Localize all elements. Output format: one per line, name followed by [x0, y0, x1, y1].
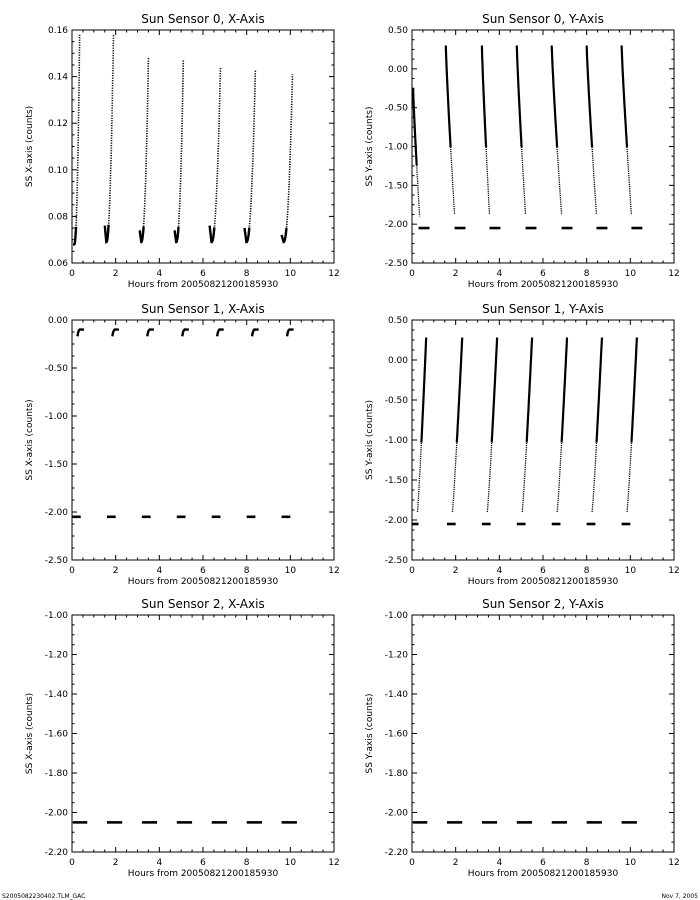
- data-cycle-dense-2: [140, 227, 144, 242]
- data-line-heavy-3: [527, 338, 532, 443]
- y-tick-label: -1.20: [384, 650, 408, 661]
- y-axis-label: SS Y-axis (counts): [365, 106, 375, 187]
- data-cycle-3: [175, 60, 184, 242]
- plot-frame: [72, 320, 334, 560]
- data-cycle-dense-1: [105, 225, 109, 242]
- y-tick-label: -2.00: [44, 508, 68, 518]
- data-line-heavy-4: [562, 338, 567, 443]
- data-line-heavy-3: [517, 46, 522, 148]
- y-tick-label: -0.50: [384, 396, 408, 406]
- plot-frame: [72, 30, 334, 263]
- y-tick-label: -2.00: [384, 516, 408, 526]
- x-tick-label: 12: [328, 566, 340, 576]
- data-line-heavy-5: [587, 46, 592, 148]
- x-tick-label: 0: [409, 269, 415, 279]
- chart-title: Sun Sensor 0, Y-Axis: [482, 12, 604, 26]
- x-tick-label: 4: [496, 566, 503, 576]
- x-axis-label: Hours from 20050821200185930: [467, 869, 619, 879]
- y-tick-label: -1.80: [44, 769, 68, 779]
- footer-filename: S2005082230402.TLM_GAC: [2, 893, 86, 900]
- x-tick-label: 6: [540, 269, 546, 279]
- chart-panel-2: [25, 302, 340, 587]
- x-tick-label: 12: [668, 566, 680, 576]
- x-tick-label: 8: [583, 858, 590, 868]
- x-tick-label: 8: [243, 269, 250, 279]
- x-tick-label: 8: [583, 566, 590, 576]
- y-tick-label: 0.00: [47, 316, 68, 326]
- y-tick-label: 0.50: [387, 26, 408, 36]
- x-tick-label: 0: [409, 858, 415, 868]
- y-tick-label: -1.00: [44, 611, 68, 621]
- data-cycle-6: [282, 74, 293, 242]
- y-tick-label: -1.60: [384, 729, 408, 740]
- y-axis-label: SS X-axis (counts): [25, 105, 35, 188]
- x-axis-label: Hours from 20050821200185930: [127, 577, 279, 587]
- x-tick-label: 6: [200, 269, 206, 279]
- data-cycle-0: [73, 35, 80, 245]
- plot-frame: [412, 615, 674, 852]
- y-tick-label: 0.50: [387, 316, 408, 326]
- chart-panel-5: [365, 597, 680, 879]
- x-axis-label: Hours from 20050821200185930: [127, 280, 279, 290]
- x-tick-label: 0: [69, 858, 75, 868]
- x-tick-label: 12: [668, 269, 680, 279]
- y-tick-label: -0.50: [44, 364, 68, 374]
- data-line-heavy-2: [482, 46, 486, 148]
- y-tick-label: -2.00: [44, 808, 68, 819]
- x-tick-label: 4: [496, 269, 503, 279]
- data-cycle-4: [210, 67, 221, 242]
- y-axis-label: SS X-axis (counts): [25, 692, 35, 775]
- y-tick-label: -1.40: [384, 690, 408, 700]
- data-line-heavy-6: [632, 338, 637, 443]
- data-hook-5: [252, 329, 259, 336]
- y-tick-label: -1.80: [384, 769, 408, 779]
- data-hook-0: [78, 329, 85, 336]
- chart-panel-0: [25, 12, 340, 290]
- x-tick-label: 2: [112, 566, 119, 576]
- data-line-heavy-1: [446, 46, 451, 148]
- x-tick-label: 6: [200, 858, 206, 868]
- x-tick-label: 12: [328, 858, 340, 868]
- data-cycle-dense-0: [73, 227, 76, 245]
- data-line-heavy-0: [413, 88, 417, 165]
- x-tick-label: 4: [156, 858, 163, 868]
- x-tick-label: 10: [284, 566, 297, 576]
- x-tick-label: 0: [409, 566, 415, 576]
- y-tick-label: 0.00: [387, 64, 408, 75]
- data-cycle-dense-5: [245, 228, 250, 242]
- data-hook-6: [287, 329, 294, 336]
- data-hook-4: [217, 329, 224, 336]
- y-axis-label: SS Y-axis (counts): [365, 693, 375, 774]
- x-axis-label: Hours from 20050821200185930: [127, 869, 279, 879]
- data-cycle-1: [105, 35, 114, 242]
- x-tick-label: 6: [200, 566, 206, 576]
- footer-date: Nov 7, 2005: [661, 893, 698, 900]
- data-line-heavy-1: [457, 338, 462, 443]
- x-tick-label: 10: [624, 566, 637, 576]
- x-tick-label: 2: [112, 269, 119, 279]
- x-tick-label: 2: [112, 858, 119, 868]
- data-cycle-dense-3: [175, 227, 179, 242]
- x-tick-label: 10: [284, 269, 297, 279]
- x-tick-label: 12: [668, 858, 680, 868]
- y-tick-label: -2.50: [44, 556, 68, 566]
- data-hook-3: [182, 329, 189, 336]
- x-tick-label: 4: [156, 269, 163, 279]
- y-tick-label: -2.00: [384, 220, 408, 231]
- y-tick-label: -1.40: [44, 690, 68, 700]
- data-hook-1: [112, 329, 119, 336]
- y-tick-label: 0.06: [47, 259, 68, 269]
- x-tick-label: 10: [624, 269, 637, 279]
- y-tick-label: 0.16: [47, 26, 68, 36]
- x-tick-label: 0: [69, 566, 75, 576]
- data-cycle-dense-6: [282, 228, 287, 242]
- x-tick-label: 10: [624, 858, 637, 868]
- x-tick-label: 6: [540, 566, 546, 576]
- chart-panel-4: [25, 597, 340, 879]
- y-tick-label: -1.50: [44, 460, 68, 470]
- y-tick-label: -1.00: [384, 436, 408, 446]
- data-line-heavy-0: [421, 338, 426, 443]
- y-tick-label: 0.08: [47, 212, 68, 223]
- x-tick-label: 8: [243, 566, 250, 576]
- x-tick-label: 4: [156, 566, 163, 576]
- y-axis-label: SS Y-axis (counts): [365, 400, 375, 480]
- y-tick-label: -1.50: [384, 476, 408, 486]
- y-tick-label: 0.12: [47, 119, 68, 130]
- plot-frame: [72, 615, 334, 852]
- y-tick-label: 0.00: [387, 356, 408, 366]
- data-line-heavy-4: [552, 46, 557, 148]
- x-axis-label: Hours from 20050821200185930: [467, 280, 619, 290]
- x-tick-label: 2: [452, 858, 459, 868]
- y-tick-label: -1.00: [44, 412, 68, 422]
- chart-title: Sun Sensor 0, X-Axis: [141, 12, 265, 26]
- y-axis-label: SS X-axis (counts): [25, 399, 35, 481]
- y-tick-label: -2.50: [384, 556, 408, 566]
- x-tick-label: 0: [69, 269, 75, 279]
- y-tick-label: -1.00: [384, 611, 408, 621]
- x-tick-label: 8: [583, 269, 590, 279]
- data-cycle-5: [245, 70, 256, 242]
- data-line-heavy-2: [492, 338, 497, 443]
- y-tick-label: 0.14: [47, 72, 68, 83]
- x-axis-label: Hours from 20050821200185930: [467, 577, 619, 587]
- y-tick-label: -1.00: [384, 142, 408, 153]
- x-tick-label: 10: [284, 858, 297, 868]
- x-tick-label: 2: [452, 269, 459, 279]
- y-tick-label: -1.60: [44, 729, 68, 740]
- chart-panel-1: [365, 12, 680, 290]
- data-hook-2: [147, 329, 154, 336]
- y-tick-label: -2.20: [44, 848, 68, 858]
- chart-title: Sun Sensor 2, X-Axis: [141, 597, 265, 611]
- y-tick-label: -2.00: [384, 808, 408, 819]
- x-tick-label: 4: [496, 858, 503, 868]
- chart-title: Sun Sensor 1, Y-Axis: [482, 302, 604, 316]
- x-tick-label: 12: [328, 269, 340, 279]
- chart-title: Sun Sensor 2, Y-Axis: [482, 597, 604, 611]
- data-line-heavy-6: [622, 46, 627, 148]
- y-tick-label: 0.10: [47, 165, 68, 176]
- chart-title: Sun Sensor 1, X-Axis: [141, 302, 265, 316]
- y-tick-label: -1.50: [384, 181, 408, 192]
- data-cycle-dense-4: [210, 226, 215, 242]
- x-tick-label: 6: [540, 858, 546, 868]
- chart-panel-3: [365, 302, 680, 587]
- y-tick-label: -2.20: [384, 848, 408, 858]
- x-tick-label: 8: [243, 858, 250, 868]
- y-tick-label: -1.20: [44, 650, 68, 661]
- x-tick-label: 2: [452, 566, 459, 576]
- data-line-heavy-5: [597, 338, 603, 443]
- data-cycle-2: [140, 58, 149, 242]
- y-tick-label: -0.50: [384, 103, 408, 114]
- y-tick-label: -2.50: [384, 259, 408, 269]
